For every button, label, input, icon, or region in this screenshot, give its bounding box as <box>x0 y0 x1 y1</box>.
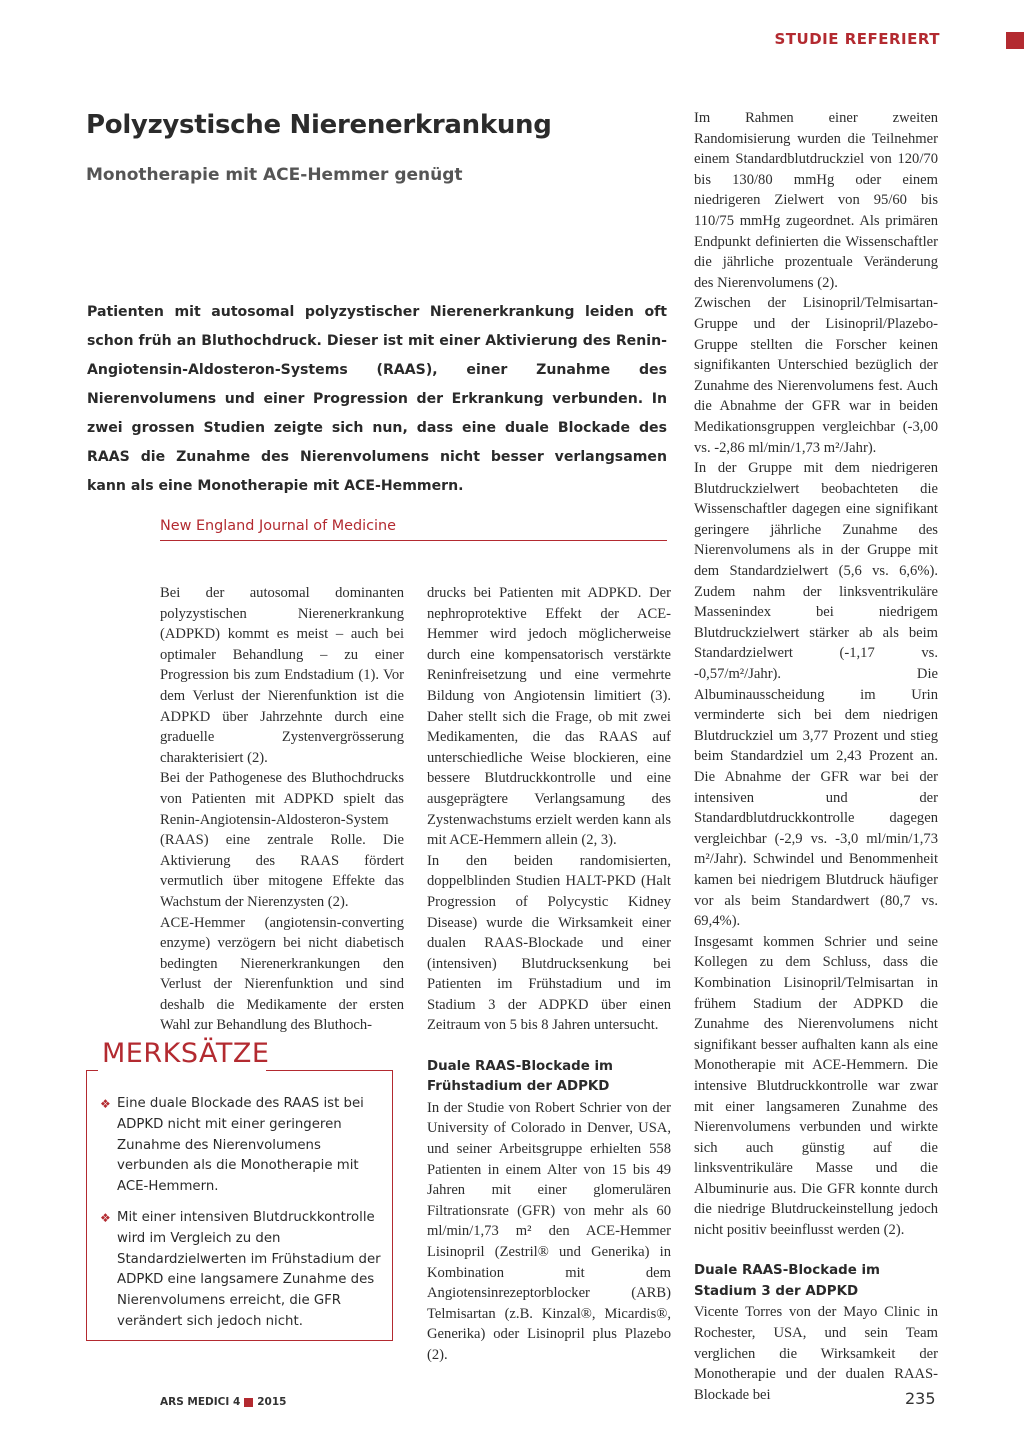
section-heading: Duale RAAS-Blockade im Frühstadium der ADPKD <box>427 1058 614 1095</box>
merksaetze-title: MERKSÄTZE <box>102 1038 270 1069</box>
list-item-text: Mit einer intensiven Blutdruckkontrolle wird im Vergleich zu den Standardzielwerten im Frühstadium der ADPKD eine langsamere Zunahme des Nierenvolumens erreicht, die GFR verändert sich jedoch nicht. <box>117 1209 381 1329</box>
footer-journal <box>160 1396 286 1408</box>
paragraph: Bei der autosomal dominanten polyzystischen Nierenerkrankung (ADPKD) kommt es meist – auch bei optimaler Behandlung – zu einer Progression bis zum Endstadium (1). Vor dem Verlust der Nierenfunktion ist die ADPKD über Jahrzehnte durch eine graduelle Zystenvergrösserung charakterisiert (2). <box>160 585 404 766</box>
merksaetze-list <box>100 1094 385 1343</box>
spacer <box>427 1036 671 1057</box>
body-column-3 <box>694 108 938 1405</box>
separator-square <box>244 1398 253 1407</box>
section-marker-square <box>1006 32 1024 49</box>
border-line <box>266 1070 393 1071</box>
page-number: 235 <box>905 1389 936 1408</box>
list-item-text: Eine duale Blockade des RAAS ist bei ADPKD nicht mit einer geringeren Zunahme des Nierenvolumens verbunden als die Monotherapie mit ACE-Hemmern. <box>117 1096 364 1195</box>
list-item <box>100 1094 385 1198</box>
paragraph: In den beiden randomisierten, doppelblinden Studien HALT-PKD (Halt Progression of Polycystic Kidney Disease) wurde die Wirksamkeit einer dualen RAAS-Blockade und einer (intensiven) Blutdrucksenkung bei Patienten im Frühstadium und im Stadium 3 der ADPKD über einen Zeitraum von 5 bis 8 Jahren untersucht. <box>427 852 671 1034</box>
body-column-2 <box>427 583 671 1366</box>
paragraph: drucks bei Patienten mit ADPKD. Der nephroprotektive Effekt der ACE-Hemmer wird jedoch möglicherweise durch eine kompensatorisch verstärkte Reninfreisetzung und eine vermehrte Bildung von Angiotensin limitiert (3). Daher stellt sich die Frage, ob mit zwei Medikamenten, die das RAAS auf unterschiedliche Weise blockieren, eine bessere Blutdruckkontrolle und eine ausgeprägtere Verlangsamung des Zystenwachstums erzielt werden kann als mit ACE-Hemmern allein (2, 3). <box>427 585 671 849</box>
journal-year: 2015 <box>257 1396 287 1408</box>
paragraph: Insgesamt kommen Schrier und seine Kollegen zu dem Schluss, dass die Kombination Lisinopril/Telmisartan in frühem Stadium der ADPKD die Zunahme des Nierenvolumens nicht signifikant besser aufhalten kann als eine Monotherapie mit ACE-Hemmern. Die intensive Blutdruckkontrolle war zwar mit einer langsameren Zunahme des Nierenvolumens verbunden und wirkte sich auch günstig auf die linksventrikuläre Masse und die Albuminurie aus. Die GFR konnte durch die niedrige Blutdruckeinstellung jedoch nicht positiv beeinflusst werden (2). <box>694 933 938 1239</box>
paragraph: ACE-Hemmer (angiotensin-converting enzyme) verzögern bei nicht diabetisch bedingten Nierenerkrankungen den Verlust der Nierenfunktion und sind deshalb die Medikamente der ersten Wahl zur Behandlung des Bluthoch- <box>160 914 404 1034</box>
diamond-bullet-icon: ❖ <box>100 1097 111 1111</box>
article-lead: Patienten mit autosomal polyzystischer Nierenerkrankung leiden oft schon früh an Bluthochdruck. Dieser ist mit einer Aktivierung des Renin-Angiotensin-Aldosteron-Systems (RAAS), einer Zunahme des Nierenvolumens und einer Progression der Erkrankung verbunden. In zwei grossen Studien zeigte sich nun, dass eine duale Blockade des RAAS die Zunahme des Nierenvolumens nicht besser verlangsamen kann als eine Monotherapie mit ACE-Hemmern. <box>87 304 667 494</box>
list-item <box>100 1208 385 1333</box>
article-title: Polyzystische Nierenerkrankung <box>86 110 552 140</box>
paragraph: Vicente Torres von der Mayo Clinic in Rochester, USA, und sein Team verglichen die Wirksamkeit der Monotherapie und der dualen RAAS-Blockade bei <box>694 1304 938 1403</box>
paragraph: In der Studie von Robert Schrier von der University of Colorado in Denver, USA, und seiner Arbeitsgruppe erhielten 558 Patienten in einem Alter von 15 bis 49 Jahren mit einer glomerulären Filtrationsrate (GFR) von mehr als 60 ml/min/1,73 m² den ACE-Hemmer Lisinopril (Zestril® und Generika) in Kombination mit dem Angiotensinrezeptorblocker (ARB) Telmisartan (z.B. Kinzal®, Micardis®, Generika) oder Lisinopril plus Plazebo (2). <box>427 1099 671 1363</box>
paragraph: Bei der Pathogenese des Bluthochdrucks von Patienten mit ADPKD spielt das Renin-Angiotensin-Aldosteron-System (RAAS) eine zentrale Rolle. Die Aktivierung des RAAS fördert vermutlich über mitogene Effekte das Wachstum der Nierenzysten (2). <box>160 770 404 910</box>
section-heading: Duale RAAS-Blockade im Stadium 3 der ADPKD <box>694 1263 881 1299</box>
paragraph: Zwischen der Lisinopril/Telmisartan-Gruppe und der Lisinopril/Plazebo-Gruppe stellten die Forscher keinen signifikanten Unterschied bezüglich der Zunahme des Nierenvolumens fest. Auch die Abnahme der GFR war in beiden Medikationsgruppen vergleichbar (-3,00 vs. -2,86 ml/min/1,73 m²/Jahr). <box>694 295 938 456</box>
paragraph: Im Rahmen einer zweiten Randomisierung wurden die Teilnehmer einem Standardblutdruckziel von 120/70 bis 130/80 mmHg oder einem niedrigeren Zielwert von 95/60 bis 110/75 mmHg zugeordnet. Als primären Endpunkt definierten die Wissenschaftler die jährliche prozentuale Veränderung des Nierenvolumens (2). <box>694 110 938 291</box>
diamond-bullet-icon: ❖ <box>100 1210 111 1225</box>
article-source: New England Journal of Medicine <box>160 518 667 541</box>
article-subtitle: Monotherapie mit ACE-Hemmer genügt <box>86 165 463 185</box>
border-line <box>86 1070 98 1071</box>
journal-name: ARS MEDICI 4 <box>160 1396 241 1408</box>
body-column-1 <box>160 583 404 1036</box>
section-label: STUDIE REFERIERT <box>774 30 940 48</box>
paragraph: In der Gruppe mit dem niedrigeren Blutdruckzielwert beobachteten die Wissenschaftler dagegen eine signifikant geringere jährliche Zunahme des Nierenvolumens als in der Gruppe mit dem Standardzielwert (5,6 vs. 6,6%). Zudem nahm der linksventrikuläre Massenindex bei niedrigem Blutdruckzielwert stärker ab als beim Standardzielwert (-1,17 vs. -0,57/m²/Jahr). Die Albuminausscheidung im Urin verminderte sich bei dem niedrigen Blutdruckziel um 3,77 Prozent und stieg beim Standardziel um 2,43 Prozent an. Die Abnahme der GFR war bei der intensiven und der Standardblutdruckkontrolle dagegen vergleichbar (-2,9 vs. -3,0 ml/min/1,73 m²/Jahr). Schwindel und Benommenheit kamen bei niedrigem Blutdruck häufiger vor als beim Standardwert (80,7 vs. 69,4%). <box>694 460 938 930</box>
spacer <box>694 1241 938 1262</box>
